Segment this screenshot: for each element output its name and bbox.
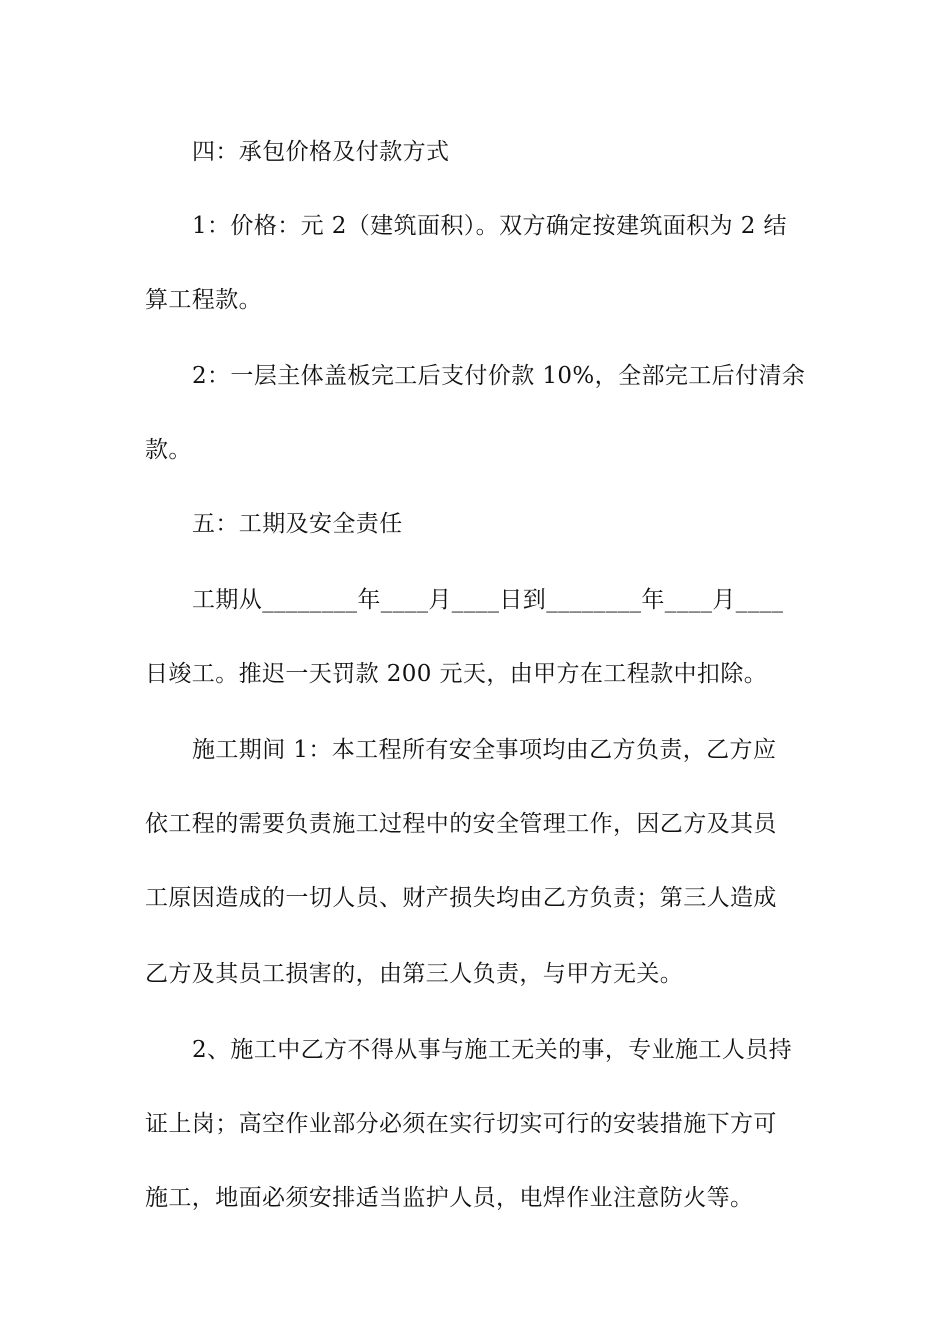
section-heading-schedule: 五：工期及安全责任 xyxy=(192,511,403,537)
paragraph-line: 工期从________年____月____日到________年____月____ xyxy=(192,587,784,613)
paragraph-line: 款。 xyxy=(145,437,192,463)
paragraph-line: 2：一层主体盖板完工后支付价款 10%，全部完工后付清余 xyxy=(192,363,806,389)
paragraph-line: 依工程的需要负责施工过程中的安全管理工作，因乙方及其员 xyxy=(145,811,777,837)
paragraph-line: 施工，地面必须安排适当监护人员，电焊作业注意防火等。 xyxy=(145,1185,754,1211)
paragraph-line: 施工期间 1：本工程所有安全事项均由乙方负责，乙方应 xyxy=(192,737,777,763)
paragraph-line: 工原因造成的一切人员、财产损失均由乙方负责；第三人造成 xyxy=(145,885,777,911)
paragraph-line: 日竣工。推迟一天罚款 200 元天，由甲方在工程款中扣除。 xyxy=(145,661,768,687)
section-heading-price: 四：承包价格及付款方式 xyxy=(192,139,450,165)
paragraph-line: 算工程款。 xyxy=(145,287,262,313)
paragraph-line: 乙方及其员工损害的，由第三人负责，与甲方无关。 xyxy=(145,961,684,987)
paragraph-line: 1：价格：元 2（建筑面积）。双方确定按建筑面积为 2 结 xyxy=(192,213,787,239)
paragraph-line: 2、施工中乙方不得从事与施工无关的事，专业施工人员持 xyxy=(192,1037,793,1063)
paragraph-line: 证上岗；高空作业部分必须在实行切实可行的安装措施下方可 xyxy=(145,1111,777,1137)
